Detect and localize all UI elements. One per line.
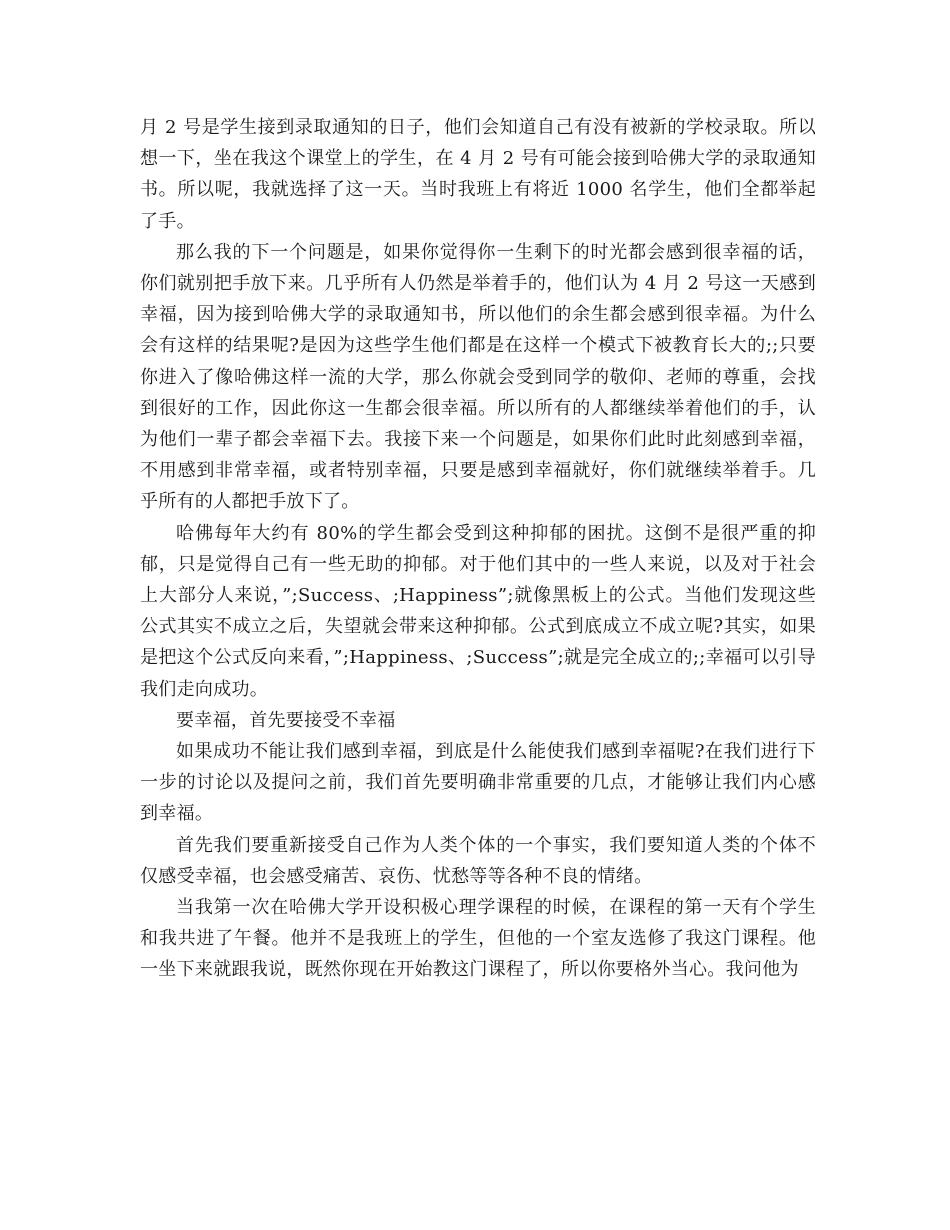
- paragraph-1: 月 2 号是学生接到录取通知的日子，他们会知道自己有没有被新的学校录取。所以想一下，坐在我这个课堂上的学生，在 4 月 2 号有可能会接到哈佛大学的录取通知书。所以呢，我就选择了这一天。当时我班上有将近 1000 名学生，他们全都举起了手。: [140, 117, 816, 232]
- document-body: [140, 112, 816, 986]
- paragraph-4: 如果成功不能让我们感到幸福，到底是什么能使我们感到幸福呢?在我们进行下一步的讨论以及提问之前，我们首先要明确非常重要的几点，才能够让我们内心感到幸福。: [140, 741, 816, 825]
- paragraph-2: 那么我的下一个问题是，如果你觉得你一生剩下的时光都会感到很幸福的话，你们就别把手放下来。几乎所有人仍然是举着手的，他们认为 4 月 2 号这一天感到幸福，因为接到哈佛大学的录取通知书，所以他们的余生都会感到很幸福。为什么会有这样的结果呢?是因为这些学生他们都是在这样一个模式下被教育长大的;;只要你进入了像哈佛这样一流的大学，那么你就会受到同学的敬仰、老师的尊重，会找到很好的工作，因此你这一生都会很幸福。所以所有的人都继续举着他们的手，认为他们一辈子都会幸福下去。我接下来一个问题是，如果你们此时此刻感到幸福，不用感到非常幸福，或者特别幸福，只要是感到幸福就好，你们就继续举着手。几乎所有的人都把手放下了。: [140, 241, 816, 513]
- paragraph-5: 首先我们要重新接受自己作为人类个体的一个事实，我们要知道人类的个体不仅感受幸福，也会感受痛苦、哀伤、忧愁等等各种不良的情绪。: [140, 834, 816, 887]
- paragraph-6: 当我第一次在哈佛大学开设积极心理学课程的时候，在课程的第一天有个学生和我共进了午餐。他并不是我班上的学生，但他的一个室友选修了我这门课程。他一坐下来就跟我说，既然你现在开始教这门课程了，所以你要格外当心。我问他为: [140, 897, 816, 981]
- paragraph-3: 哈佛每年大约有 80%的学生都会受到这种抑郁的困扰。这倒不是很严重的抑郁，只是觉得自己有一些无助的抑郁。对于他们其中的一些人来说，以及对于社会上大部分人来说，”;Success、;Happiness”;就像黑板上的公式。当他们发现这些公式其实不成立之后，失望就会带来这种抑郁。公式到底成立不成立呢?其实，如果是把这个公式反向来看，”;Happiness、;Success”;就是完全成立的;;幸福可以引导我们走向成功。: [140, 522, 816, 700]
- section-heading: 要幸福，首先要接受不幸福: [176, 709, 396, 731]
